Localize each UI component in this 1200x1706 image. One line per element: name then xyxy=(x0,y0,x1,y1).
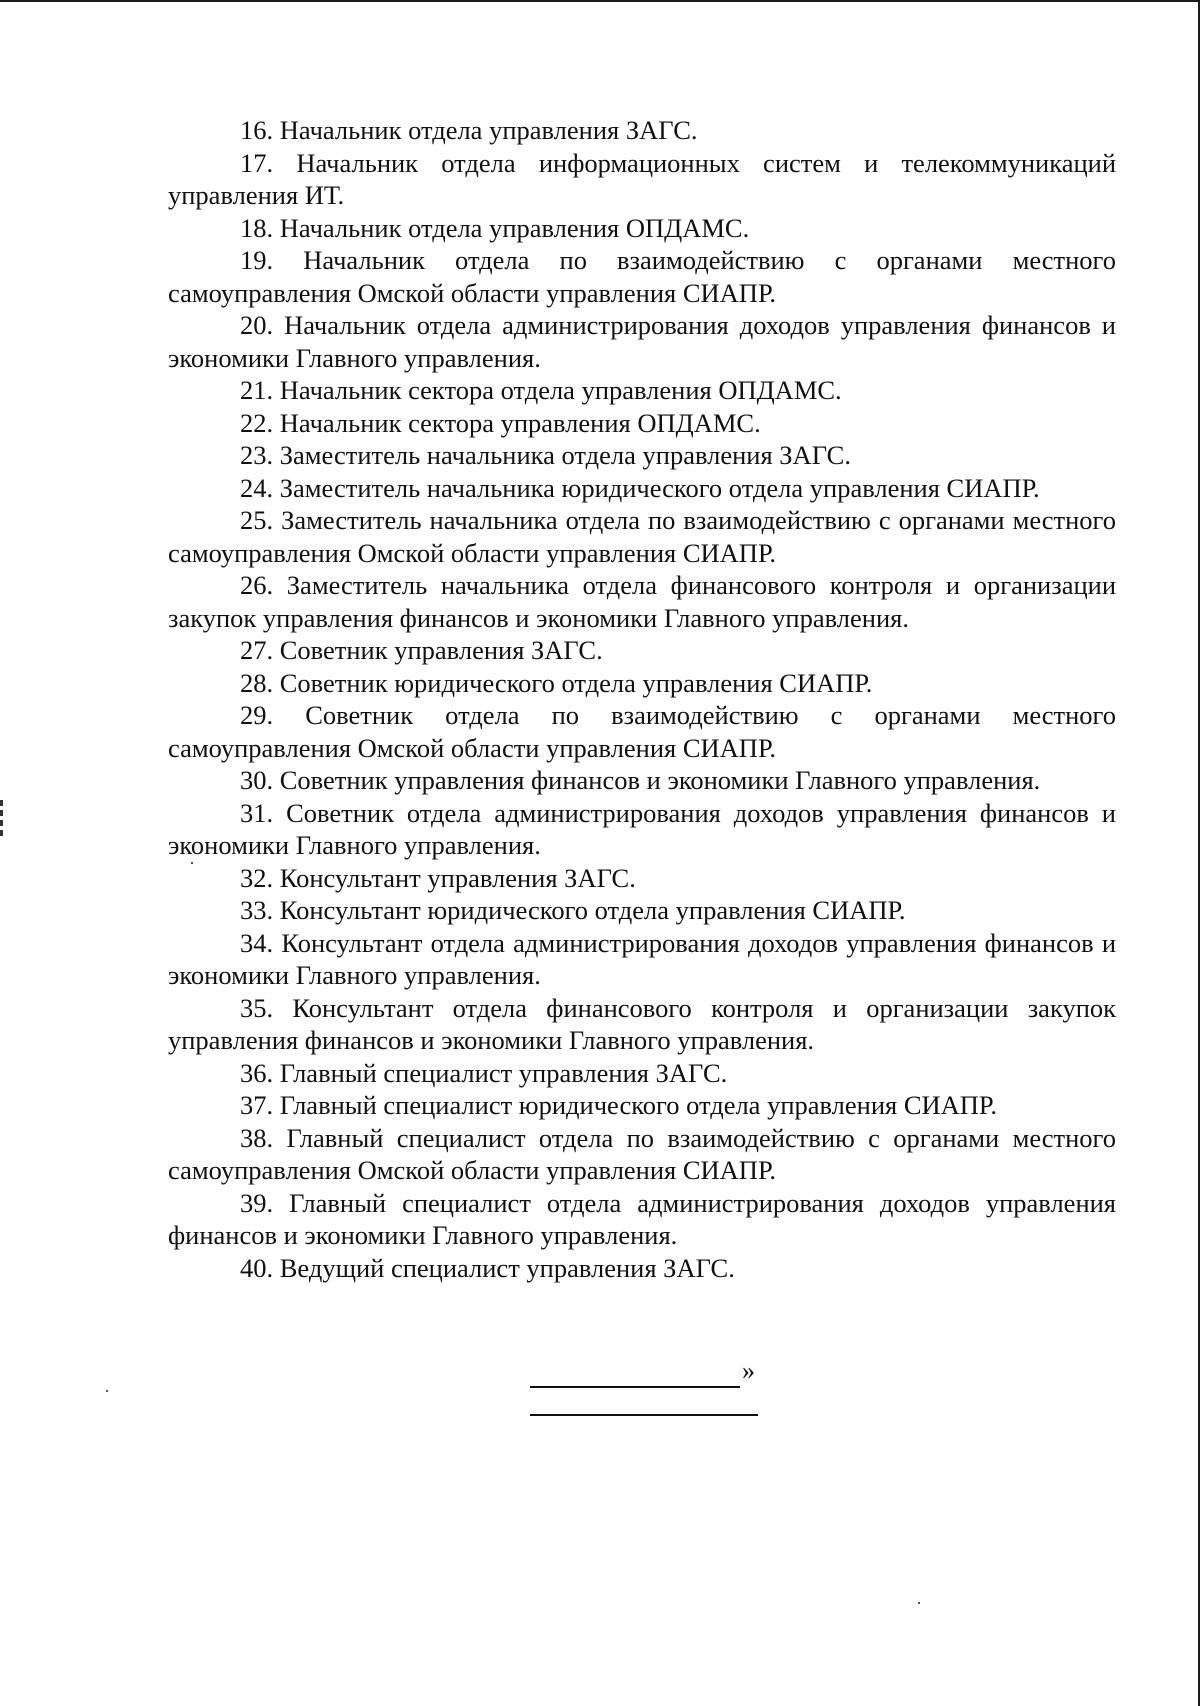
item-text: Советник управления финансов и экономики Главного управления. xyxy=(279,765,1041,795)
item-text: Консультант отдела администрирования доходов управления финансов и экономики Главного управления. xyxy=(168,927,1117,990)
item-text: Начальник отдела управления ЗАГС. xyxy=(279,115,698,145)
item-text: Консультант юридического отдела управления СИАПР. xyxy=(279,895,906,925)
item-number: 31. xyxy=(240,797,274,828)
list-item xyxy=(168,992,1116,1057)
list-item xyxy=(168,407,1116,440)
item-text: Советник отдела по взаимодействию с органами местного самоуправления Омской области управления СИАПР. xyxy=(168,700,1117,763)
item-number: 35. xyxy=(240,992,274,1023)
item-text: Консультант отдела финансового контроля и организации закупок управления финансов и экономики Главного управления. xyxy=(168,992,1117,1055)
item-number: 39. xyxy=(240,1187,274,1218)
item-text: Советник юридического отдела управления СИАПР. xyxy=(279,667,873,698)
item-number: 27. xyxy=(240,635,274,665)
item-number: 29. xyxy=(240,700,274,730)
list-item xyxy=(168,927,1116,992)
list-item xyxy=(168,147,1116,212)
item-number: 20. xyxy=(240,310,274,340)
item-text: Начальник отдела информационных систем и телекоммуникаций управления ИТ. xyxy=(168,147,1117,210)
list-item xyxy=(168,667,1116,700)
item-text: Главный специалист юридического отдела управления СИАПР. xyxy=(279,1090,997,1120)
item-number: 37. xyxy=(240,1090,274,1120)
scan-speck xyxy=(106,1390,108,1392)
end-separator-line xyxy=(530,1414,758,1416)
list-item xyxy=(168,374,1116,407)
item-number: 40. xyxy=(240,1252,274,1283)
item-number: 17. xyxy=(240,147,274,178)
list-item xyxy=(168,634,1116,667)
list-item xyxy=(168,309,1116,374)
item-text: Ведущий специалист управления ЗАГС. xyxy=(279,1252,735,1283)
item-text: Начальник отдела администрирования доходов управления финансов и экономики Главного управления. xyxy=(168,310,1116,373)
scan-top-border xyxy=(0,0,1200,2)
item-text: Консультант управления ЗАГС. xyxy=(279,862,636,893)
closing-underline xyxy=(530,1386,740,1388)
list-item xyxy=(168,1187,1116,1252)
item-text: Заместитель начальника отдела по взаимодействию с органами местного самоуправления Омской области управления СИАПР. xyxy=(168,505,1117,568)
item-text: Начальник сектора отдела управления ОПДАМС. xyxy=(279,375,842,405)
item-number: 16. xyxy=(240,115,274,145)
scan-edge-mark xyxy=(0,800,3,840)
list-item xyxy=(168,244,1116,309)
list-item xyxy=(168,114,1116,147)
list-item xyxy=(168,439,1116,472)
item-number: 19. xyxy=(240,245,274,275)
closing-quote: » xyxy=(742,1356,755,1385)
item-text: Заместитель начальника юридического отдела управления СИАПР. xyxy=(279,472,1040,503)
list-item xyxy=(168,797,1116,862)
item-number: 25. xyxy=(240,505,274,535)
item-number: 33. xyxy=(240,895,274,925)
list-item xyxy=(168,472,1116,505)
list-item xyxy=(168,504,1116,569)
list-item xyxy=(168,569,1116,634)
list-item xyxy=(168,1122,1116,1187)
list-item xyxy=(168,1252,1116,1285)
item-number: 36. xyxy=(240,1057,274,1088)
item-number: 30. xyxy=(240,765,274,795)
position-list xyxy=(168,114,1116,1284)
scan-speck xyxy=(918,1602,920,1604)
item-text: Начальник отдела по взаимодействию с органами местного самоуправления Омской области управления СИАПР. xyxy=(168,245,1116,308)
item-number: 24. xyxy=(240,472,274,503)
item-text: Советник управления ЗАГС. xyxy=(279,635,603,665)
item-text: Главный специалист отдела администрирования доходов управления финансов и экономики Главного управления. xyxy=(168,1187,1116,1250)
item-number: 22. xyxy=(240,407,274,438)
item-text: Заместитель начальника отдела финансового контроля и организации закупок управления финансов и экономики Главного управления. xyxy=(168,570,1116,633)
list-item xyxy=(168,1057,1116,1090)
item-number: 18. xyxy=(240,212,274,243)
item-number: 21. xyxy=(240,375,274,405)
item-text: Начальник отдела управления ОПДАМС. xyxy=(279,212,750,243)
list-item xyxy=(168,894,1116,927)
item-text: Главный специалист управления ЗАГС. xyxy=(279,1057,728,1088)
item-number: 34. xyxy=(240,927,274,958)
list-item xyxy=(168,212,1116,245)
item-number: 26. xyxy=(240,570,274,600)
closing-mark xyxy=(530,1356,760,1396)
list-item xyxy=(168,862,1116,895)
list-item xyxy=(168,764,1116,797)
item-number: 28. xyxy=(240,667,274,698)
list-item xyxy=(168,1089,1116,1122)
item-text: Заместитель начальника отдела управления ЗАГС. xyxy=(279,440,851,470)
item-text: Начальник сектора управления ОПДАМС. xyxy=(279,407,761,438)
item-number: 23. xyxy=(240,440,274,470)
item-text: Советник отдела администрирования доходов управления финансов и экономики Главного управления. xyxy=(168,797,1116,860)
item-text: Главный специалист отдела по взаимодействию с органами местного самоуправления Омской области управления СИАПР. xyxy=(168,1122,1116,1185)
list-item xyxy=(168,699,1116,764)
item-number: 32. xyxy=(240,862,274,893)
item-number: 38. xyxy=(240,1122,274,1153)
